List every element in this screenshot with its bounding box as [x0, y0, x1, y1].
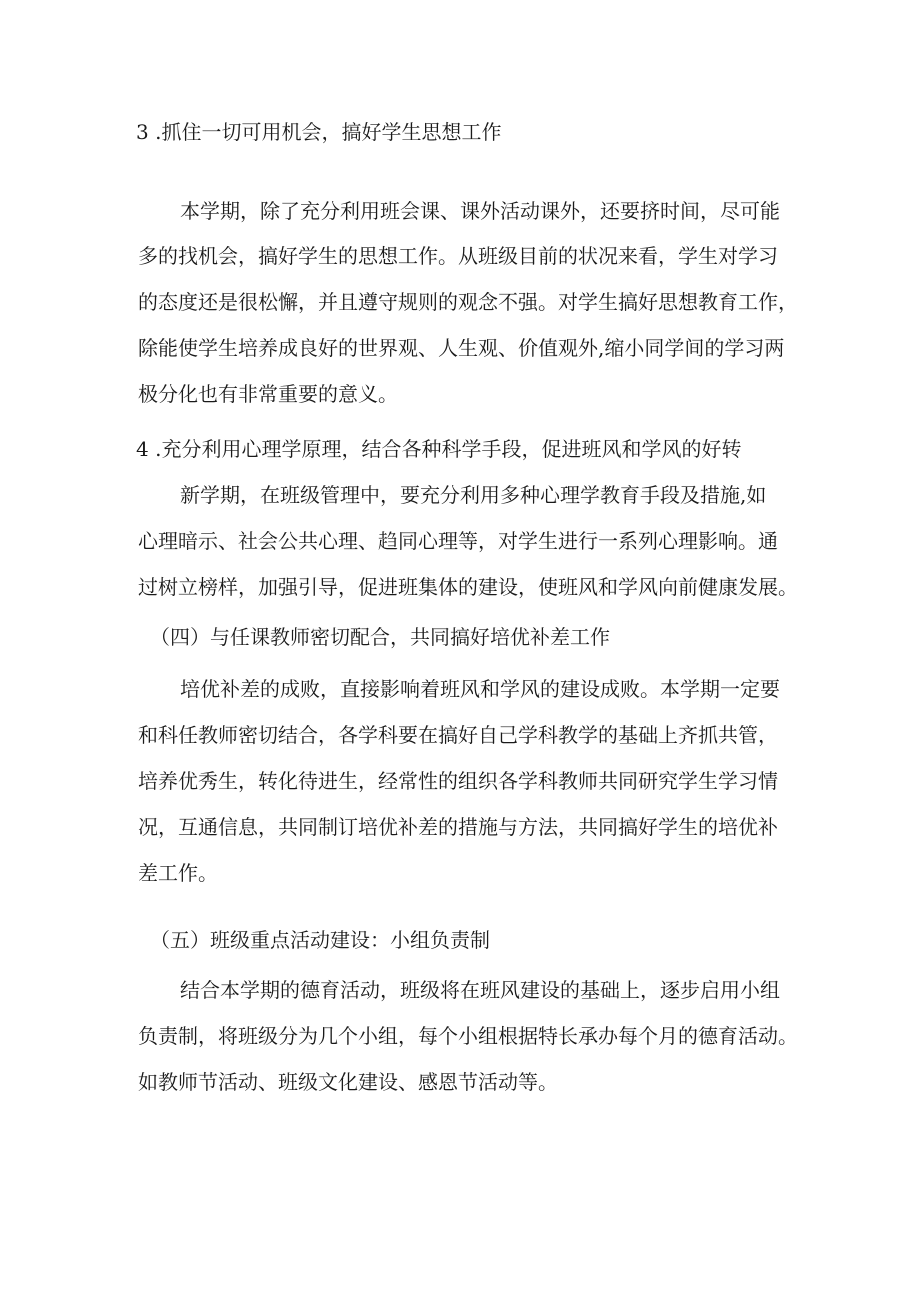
paragraph-line: 负责制，将班级分为几个小组，每个小组根据特长承办每个月的德育活动。 — [138, 1024, 798, 1048]
paragraph-line: 况，互通信息，共同制订培优补差的措施与方法，共同搞好学生的培优补 — [138, 815, 778, 839]
section-heading-five: （五）班级重点活动建设：小组负责制 — [150, 928, 490, 952]
section-heading-4: 4 .充分利用心理学原理，结合各种科学手段，促进班风和学风的好转 — [136, 437, 742, 461]
paragraph-line: 结合本学期的德育活动，班级将在班风建设的基础上，逐步启用小组 — [180, 978, 780, 1002]
paragraph-line: 心理暗示、社会公共心理、趋同心理等，对学生进行一系列心理影响。通 — [138, 529, 778, 553]
paragraph-line: 如教师节活动、班级文化建设、感恩节活动等。 — [138, 1070, 558, 1094]
paragraph-line: 的态度还是很松懈，并且遵守规则的观念不强。对学生搞好思想教育工作， — [138, 290, 798, 314]
paragraph-line: 过树立榜样，加强引导，促进班集体的建设，使班风和学风向前健康发展。 — [138, 575, 798, 599]
section-heading-four: （四）与任课教师密切配合，共同搞好培优补差工作 — [150, 625, 610, 649]
paragraph-line: 差工作。 — [138, 861, 218, 885]
paragraph-line: 极分化也有非常重要的意义。 — [138, 382, 398, 406]
section-heading-3: 3 .抓住一切可用机会，搞好学生思想工作 — [136, 120, 502, 144]
paragraph-line: 本学期，除了充分利用班会课、课外活动课外，还要挤时间，尽可能 — [180, 199, 780, 223]
paragraph-line: 多的找机会，搞好学生的思想工作。从班级目前的状况来看，学生对学习 — [138, 244, 778, 268]
paragraph-line: 培养优秀生，转化待进生，经常性的组织各学科教师共同研究学生学习情 — [138, 769, 778, 793]
paragraph-line: 和科任教师密切结合，各学科要在搞好自己学科教学的基础上齐抓共管， — [138, 723, 778, 747]
paragraph-line: 培优补差的成败，直接影响着班风和学风的建设成败。本学期一定要 — [180, 677, 780, 701]
paragraph-line: 新学期，在班级管理中，要充分利用多种心理学教育手段及措施,如 — [180, 483, 767, 507]
paragraph-line: 除能使学生培养成良好的世界观、人生观、价值观外,缩小同学间的学习两 — [138, 336, 785, 360]
